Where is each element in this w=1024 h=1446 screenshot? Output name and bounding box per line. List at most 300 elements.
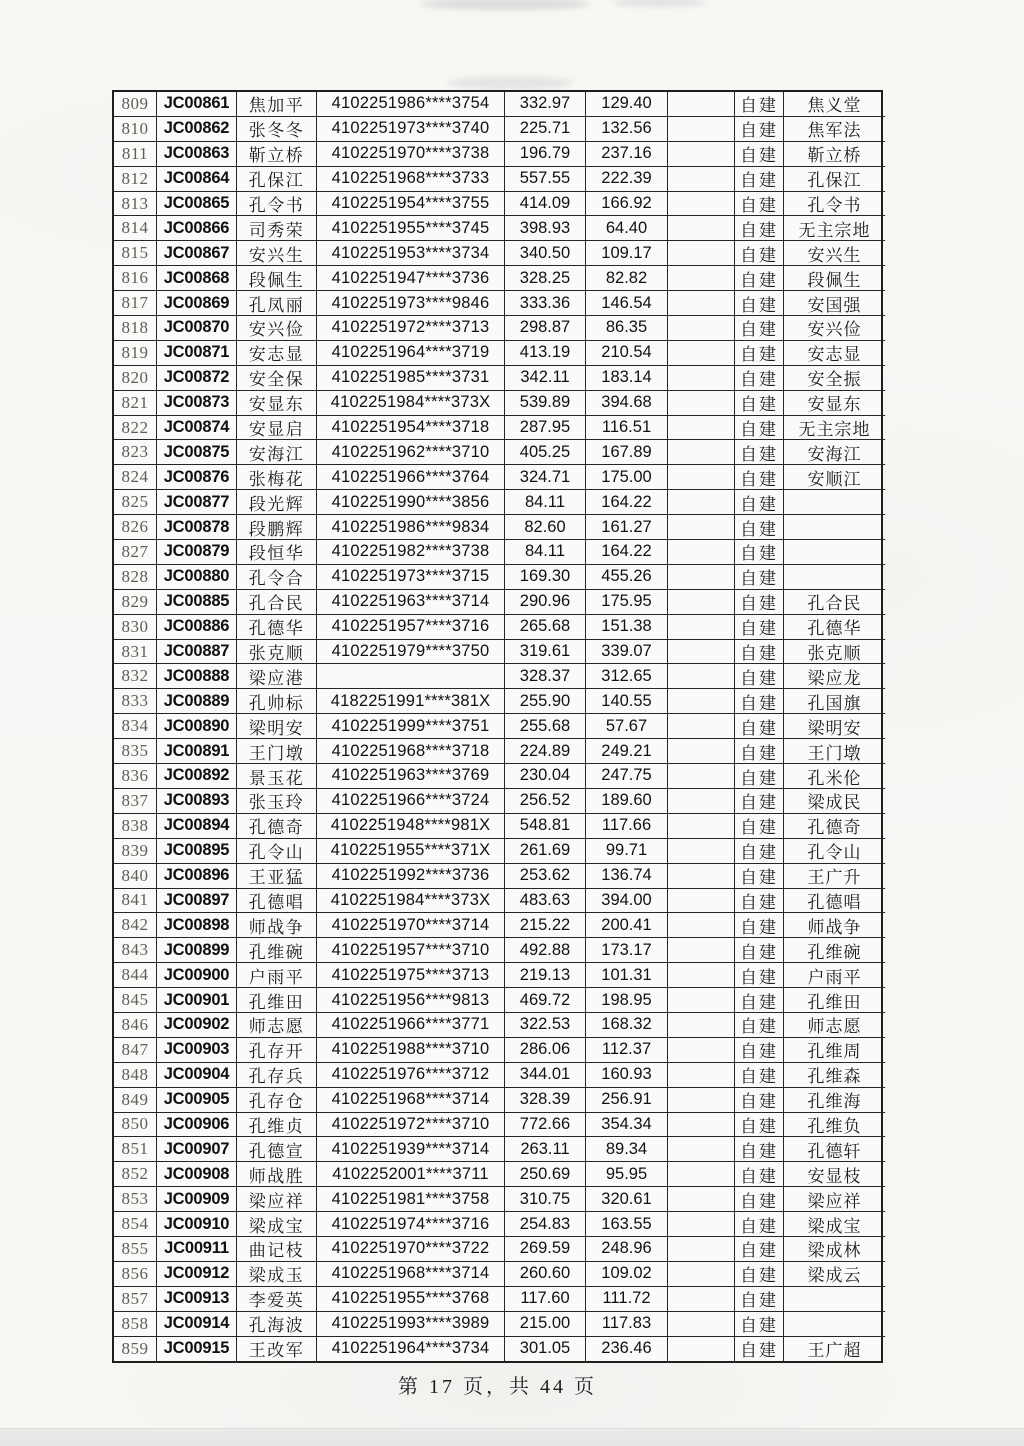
note-cell: [668, 241, 735, 266]
value2-cell: 394.68: [586, 391, 668, 416]
name-cell: 孔德华: [237, 615, 317, 640]
seq-cell: 857: [114, 1287, 157, 1312]
build-type-cell: 自建: [735, 963, 784, 988]
value2-cell: 82.82: [586, 266, 668, 291]
code-cell: JC00861: [157, 92, 237, 117]
build-type-cell: 自建: [735, 1312, 784, 1337]
value1-cell: 286.06: [505, 1038, 586, 1063]
seq-cell: 830: [114, 615, 157, 640]
owner-cell: 张克顺: [784, 640, 885, 665]
value2-cell: 198.95: [586, 988, 668, 1013]
build-type-cell: 自建: [735, 291, 784, 316]
note-cell: [668, 1162, 735, 1187]
id-number-cell: 4102251953****3734: [317, 241, 505, 266]
name-cell: 司秀荣: [237, 216, 317, 241]
seq-cell: 809: [114, 92, 157, 117]
seq-cell: 827: [114, 540, 157, 565]
id-number-cell: 4102251988****3710: [317, 1038, 505, 1063]
value1-cell: 328.37: [505, 664, 586, 689]
name-cell: 安兴生: [237, 241, 317, 266]
value2-cell: 99.71: [586, 839, 668, 864]
seq-cell: 825: [114, 490, 157, 515]
build-type-cell: 自建: [735, 490, 784, 515]
note-cell: [668, 1262, 735, 1287]
value1-cell: 483.63: [505, 889, 586, 914]
name-cell: 靳立桥: [237, 142, 317, 167]
build-type-cell: 自建: [735, 615, 784, 640]
owner-cell: 孔德华: [784, 615, 885, 640]
id-number-cell: 4102251963****3714: [317, 590, 505, 615]
owner-cell: 梁成民: [784, 789, 885, 814]
note-cell: [668, 864, 735, 889]
code-cell: JC00903: [157, 1038, 237, 1063]
seq-cell: 841: [114, 889, 157, 914]
owner-cell: 孔维森: [784, 1063, 885, 1088]
value2-cell: 117.83: [586, 1312, 668, 1337]
value2-cell: 164.22: [586, 490, 668, 515]
code-cell: JC00877: [157, 490, 237, 515]
code-cell: JC00899: [157, 938, 237, 963]
id-number-cell: 4102251954****3718: [317, 416, 505, 441]
id-number-cell: 4102251979****3750: [317, 640, 505, 665]
build-type-cell: 自建: [735, 988, 784, 1013]
seq-cell: 829: [114, 590, 157, 615]
build-type-cell: 自建: [735, 1113, 784, 1138]
id-number-cell: 4102251955****371X: [317, 839, 505, 864]
id-number-cell: 4102251972****3713: [317, 316, 505, 341]
value2-cell: 236.46: [586, 1337, 668, 1362]
id-number-cell: 4102251970****3738: [317, 142, 505, 167]
note-cell: [668, 1287, 735, 1312]
owner-cell: 安兴俭: [784, 316, 885, 341]
owner-cell: 孔维负: [784, 1113, 885, 1138]
code-cell: JC00902: [157, 1013, 237, 1038]
code-cell: JC00891: [157, 739, 237, 764]
note-cell: [668, 1312, 735, 1337]
code-cell: JC00913: [157, 1287, 237, 1312]
build-type-cell: 自建: [735, 92, 784, 117]
value1-cell: 413.19: [505, 341, 586, 366]
owner-cell: 段佩生: [784, 266, 885, 291]
value1-cell: 263.11: [505, 1137, 586, 1162]
value2-cell: 210.54: [586, 341, 668, 366]
code-cell: JC00889: [157, 689, 237, 714]
value2-cell: 248.96: [586, 1237, 668, 1262]
name-cell: 孔维田: [237, 988, 317, 1013]
value2-cell: 163.55: [586, 1212, 668, 1237]
seq-cell: 846: [114, 1013, 157, 1038]
seq-cell: 840: [114, 864, 157, 889]
owner-cell: 梁成宝: [784, 1212, 885, 1237]
owner-cell: [784, 540, 885, 565]
seq-cell: 828: [114, 565, 157, 590]
name-cell: 安显启: [237, 416, 317, 441]
build-type-cell: 自建: [735, 465, 784, 490]
owner-cell: 安海江: [784, 440, 885, 465]
build-type-cell: 自建: [735, 216, 784, 241]
note-cell: [668, 540, 735, 565]
value2-cell: 320.61: [586, 1187, 668, 1212]
value2-cell: 129.40: [586, 92, 668, 117]
owner-cell: 梁成云: [784, 1262, 885, 1287]
id-number-cell: 4102251963****3769: [317, 764, 505, 789]
id-number-cell: 4102251966****3771: [317, 1013, 505, 1038]
name-cell: 张玉玲: [237, 789, 317, 814]
code-cell: JC00914: [157, 1312, 237, 1337]
name-cell: 孔凤丽: [237, 291, 317, 316]
note-cell: [668, 142, 735, 167]
owner-cell: 安志显: [784, 341, 885, 366]
code-cell: JC00873: [157, 391, 237, 416]
name-cell: 师志愿: [237, 1013, 317, 1038]
value1-cell: 261.69: [505, 839, 586, 864]
seq-cell: 842: [114, 913, 157, 938]
name-cell: 段鹏辉: [237, 515, 317, 540]
build-type-cell: 自建: [735, 1013, 784, 1038]
build-type-cell: 自建: [735, 764, 784, 789]
build-type-cell: 自建: [735, 416, 784, 441]
name-cell: 焦加平: [237, 92, 317, 117]
code-cell: JC00898: [157, 913, 237, 938]
code-cell: JC00890: [157, 714, 237, 739]
value1-cell: 84.11: [505, 540, 586, 565]
value1-cell: 324.71: [505, 465, 586, 490]
name-cell: 孔德唱: [237, 889, 317, 914]
id-number-cell: 4102251955****3745: [317, 216, 505, 241]
owner-cell: 安顺江: [784, 465, 885, 490]
code-cell: JC00906: [157, 1113, 237, 1138]
name-cell: 孔合民: [237, 590, 317, 615]
records-table: [112, 90, 883, 1363]
value1-cell: 256.52: [505, 789, 586, 814]
build-type-cell: 自建: [735, 938, 784, 963]
build-type-cell: 自建: [735, 1162, 784, 1187]
code-cell: JC00905: [157, 1088, 237, 1113]
seq-cell: 819: [114, 341, 157, 366]
value1-cell: 219.13: [505, 963, 586, 988]
note-cell: [668, 216, 735, 241]
id-number-cell: 4102251955****3768: [317, 1287, 505, 1312]
value1-cell: 224.89: [505, 739, 586, 764]
build-type-cell: 自建: [735, 664, 784, 689]
build-type-cell: 自建: [735, 889, 784, 914]
name-cell: 户雨平: [237, 963, 317, 988]
id-number-cell: 4102251973****3740: [317, 117, 505, 142]
build-type-cell: 自建: [735, 1187, 784, 1212]
id-number-cell: 4102251957****3710: [317, 938, 505, 963]
owner-cell: 孔德轩: [784, 1137, 885, 1162]
value2-cell: 183.14: [586, 366, 668, 391]
code-cell: JC00910: [157, 1212, 237, 1237]
note-cell: [668, 366, 735, 391]
seq-cell: 824: [114, 465, 157, 490]
seq-cell: 811: [114, 142, 157, 167]
value2-cell: 200.41: [586, 913, 668, 938]
value2-cell: 175.95: [586, 590, 668, 615]
id-number-cell: 4102251984****373X: [317, 391, 505, 416]
owner-cell: 安兴生: [784, 241, 885, 266]
name-cell: 梁应港: [237, 664, 317, 689]
value2-cell: 166.92: [586, 192, 668, 217]
code-cell: JC00908: [157, 1162, 237, 1187]
id-number-cell: 4102251993****3989: [317, 1312, 505, 1337]
note-cell: [668, 167, 735, 192]
seq-cell: 855: [114, 1237, 157, 1262]
note-cell: [668, 1337, 735, 1362]
id-number-cell: 4102251968****3714: [317, 1088, 505, 1113]
code-cell: JC00862: [157, 117, 237, 142]
seq-cell: 854: [114, 1212, 157, 1237]
seq-cell: 822: [114, 416, 157, 441]
code-cell: JC00909: [157, 1187, 237, 1212]
value1-cell: 254.83: [505, 1212, 586, 1237]
id-number-cell: 4102251962****3710: [317, 440, 505, 465]
value2-cell: 109.02: [586, 1262, 668, 1287]
value1-cell: 398.93: [505, 216, 586, 241]
note-cell: [668, 839, 735, 864]
build-type-cell: 自建: [735, 391, 784, 416]
code-cell: JC00887: [157, 640, 237, 665]
note-cell: [668, 714, 735, 739]
code-cell: JC00864: [157, 167, 237, 192]
value1-cell: 196.79: [505, 142, 586, 167]
value2-cell: 168.32: [586, 1013, 668, 1038]
code-cell: JC00878: [157, 515, 237, 540]
id-number-cell: 4102251982****3738: [317, 540, 505, 565]
id-number-cell: 4102251968****3714: [317, 1262, 505, 1287]
scan-smudge: [612, 0, 707, 7]
owner-cell: [784, 1287, 885, 1312]
value2-cell: 249.21: [586, 739, 668, 764]
note-cell: [668, 490, 735, 515]
value1-cell: 328.39: [505, 1088, 586, 1113]
build-type-cell: 自建: [735, 689, 784, 714]
id-number-cell: 4102251975****3713: [317, 963, 505, 988]
owner-cell: 安显东: [784, 391, 885, 416]
owner-cell: 孔维海: [784, 1088, 885, 1113]
note-cell: [668, 1063, 735, 1088]
value2-cell: 116.51: [586, 416, 668, 441]
scan-edge-strip: [0, 1428, 1024, 1446]
id-number-cell: 4102251956****9813: [317, 988, 505, 1013]
name-cell: 梁明安: [237, 714, 317, 739]
name-cell: 孔存兵: [237, 1063, 317, 1088]
build-type-cell: 自建: [735, 839, 784, 864]
name-cell: 李爱英: [237, 1287, 317, 1312]
note-cell: [668, 963, 735, 988]
value1-cell: 405.25: [505, 440, 586, 465]
value2-cell: 394.00: [586, 889, 668, 914]
build-type-cell: 自建: [735, 1137, 784, 1162]
name-cell: 段佩生: [237, 266, 317, 291]
owner-cell: [784, 490, 885, 515]
id-number-cell: 4102251966****3724: [317, 789, 505, 814]
note-cell: [668, 1088, 735, 1113]
name-cell: 安志显: [237, 341, 317, 366]
owner-cell: 孔维周: [784, 1038, 885, 1063]
name-cell: 孔海波: [237, 1312, 317, 1337]
value2-cell: 95.95: [586, 1162, 668, 1187]
id-number-cell: 4102251981****3758: [317, 1187, 505, 1212]
name-cell: 安兴俭: [237, 316, 317, 341]
seq-cell: 848: [114, 1063, 157, 1088]
seq-cell: 812: [114, 167, 157, 192]
id-number-cell: 4102251990****3856: [317, 490, 505, 515]
code-cell: JC00885: [157, 590, 237, 615]
note-cell: [668, 789, 735, 814]
note-cell: [668, 1038, 735, 1063]
value1-cell: 333.36: [505, 291, 586, 316]
seq-cell: 816: [114, 266, 157, 291]
name-cell: 孔存仓: [237, 1088, 317, 1113]
seq-cell: 820: [114, 366, 157, 391]
build-type-cell: 自建: [735, 739, 784, 764]
note-cell: [668, 341, 735, 366]
value2-cell: 247.75: [586, 764, 668, 789]
note-cell: [668, 92, 735, 117]
value1-cell: 169.30: [505, 565, 586, 590]
value2-cell: 167.89: [586, 440, 668, 465]
code-cell: JC00880: [157, 565, 237, 590]
build-type-cell: 自建: [735, 565, 784, 590]
owner-cell: 孔令山: [784, 839, 885, 864]
name-cell: 张梅花: [237, 465, 317, 490]
seq-cell: 832: [114, 664, 157, 689]
scan-smudge: [448, 76, 573, 90]
name-cell: 孔令山: [237, 839, 317, 864]
build-type-cell: 自建: [735, 1038, 784, 1063]
id-number-cell: 4102251948****981X: [317, 814, 505, 839]
id-number-cell: 4102251964****3719: [317, 341, 505, 366]
value2-cell: 132.56: [586, 117, 668, 142]
value2-cell: 256.91: [586, 1088, 668, 1113]
name-cell: 孔帅标: [237, 689, 317, 714]
value1-cell: 342.11: [505, 366, 586, 391]
value2-cell: 136.74: [586, 864, 668, 889]
owner-cell: 安国强: [784, 291, 885, 316]
note-cell: [668, 1187, 735, 1212]
name-cell: 孔德奇: [237, 814, 317, 839]
code-cell: JC00868: [157, 266, 237, 291]
owner-cell: 梁明安: [784, 714, 885, 739]
id-number-cell: 4102251970****3714: [317, 913, 505, 938]
value1-cell: 328.25: [505, 266, 586, 291]
note-cell: [668, 391, 735, 416]
build-type-cell: 自建: [735, 1088, 784, 1113]
name-cell: 梁成玉: [237, 1262, 317, 1287]
owner-cell: 孔德奇: [784, 814, 885, 839]
seq-cell: 845: [114, 988, 157, 1013]
owner-cell: 孔保江: [784, 167, 885, 192]
value2-cell: 140.55: [586, 689, 668, 714]
code-cell: JC00871: [157, 341, 237, 366]
value2-cell: 117.66: [586, 814, 668, 839]
build-type-cell: 自建: [735, 640, 784, 665]
owner-cell: 梁成林: [784, 1237, 885, 1262]
value1-cell: 414.09: [505, 192, 586, 217]
build-type-cell: 自建: [735, 316, 784, 341]
value2-cell: 173.17: [586, 938, 668, 963]
build-type-cell: 自建: [735, 714, 784, 739]
value1-cell: 332.97: [505, 92, 586, 117]
name-cell: 安海江: [237, 440, 317, 465]
note-cell: [668, 192, 735, 217]
page-footer: 第 17 页，共 44 页: [398, 1376, 597, 1398]
value1-cell: 290.96: [505, 590, 586, 615]
id-number-cell: 4102251970****3722: [317, 1237, 505, 1262]
owner-cell: [784, 1312, 885, 1337]
build-type-cell: 自建: [735, 1237, 784, 1262]
seq-cell: 850: [114, 1113, 157, 1138]
note-cell: [668, 913, 735, 938]
name-cell: 师战争: [237, 913, 317, 938]
code-cell: JC00893: [157, 789, 237, 814]
seq-cell: 813: [114, 192, 157, 217]
seq-cell: 810: [114, 117, 157, 142]
id-number-cell: 4102251984****373X: [317, 889, 505, 914]
id-number-cell: 4102251973****9846: [317, 291, 505, 316]
code-cell: JC00901: [157, 988, 237, 1013]
code-cell: JC00870: [157, 316, 237, 341]
owner-cell: 梁应龙: [784, 664, 885, 689]
code-cell: JC00872: [157, 366, 237, 391]
owner-cell: 师志愿: [784, 1013, 885, 1038]
note-cell: [668, 938, 735, 963]
name-cell: 王改军: [237, 1337, 317, 1362]
id-number-cell: 4102251968****3733: [317, 167, 505, 192]
code-cell: JC00863: [157, 142, 237, 167]
value1-cell: 539.89: [505, 391, 586, 416]
seq-cell: 823: [114, 440, 157, 465]
value2-cell: 151.38: [586, 615, 668, 640]
owner-cell: [784, 565, 885, 590]
name-cell: 孔维贞: [237, 1113, 317, 1138]
value1-cell: 265.68: [505, 615, 586, 640]
seq-cell: 859: [114, 1337, 157, 1362]
note-cell: [668, 465, 735, 490]
value2-cell: 64.40: [586, 216, 668, 241]
value2-cell: 101.31: [586, 963, 668, 988]
owner-cell: 安全振: [784, 366, 885, 391]
seq-cell: 843: [114, 938, 157, 963]
value1-cell: 215.22: [505, 913, 586, 938]
scan-smudge: [420, 0, 590, 10]
name-cell: 景玉花: [237, 764, 317, 789]
build-type-cell: 自建: [735, 1262, 784, 1287]
name-cell: 孔维碗: [237, 938, 317, 963]
owner-cell: 无主宗地: [784, 216, 885, 241]
seq-cell: 837: [114, 789, 157, 814]
owner-cell: [784, 515, 885, 540]
id-number-cell: 4102251966****3764: [317, 465, 505, 490]
seq-cell: 821: [114, 391, 157, 416]
build-type-cell: 自建: [735, 1063, 784, 1088]
name-cell: 孔德宣: [237, 1137, 317, 1162]
id-number-cell: 4102251972****3710: [317, 1113, 505, 1138]
name-cell: 孔令合: [237, 565, 317, 590]
note-cell: [668, 565, 735, 590]
build-type-cell: 自建: [735, 341, 784, 366]
value1-cell: 469.72: [505, 988, 586, 1013]
build-type-cell: 自建: [735, 167, 784, 192]
note-cell: [668, 988, 735, 1013]
name-cell: 安显东: [237, 391, 317, 416]
seq-cell: 833: [114, 689, 157, 714]
note-cell: [668, 416, 735, 441]
name-cell: 张克顺: [237, 640, 317, 665]
build-type-cell: 自建: [735, 789, 784, 814]
code-cell: JC00869: [157, 291, 237, 316]
